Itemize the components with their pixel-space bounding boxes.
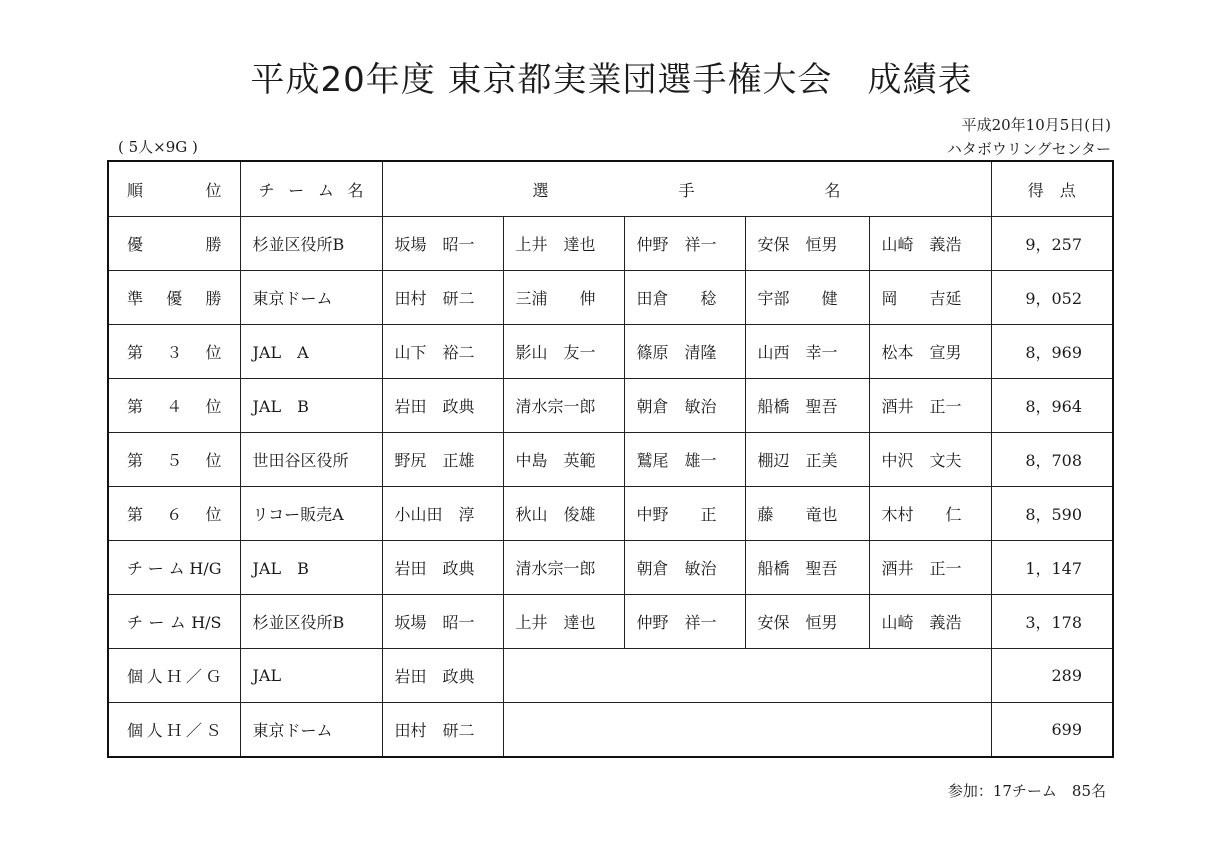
player-cell: 仲野 祥一 [624, 595, 745, 649]
player-cell: 岩田 政典 [382, 649, 503, 703]
score-cell: 289 [991, 649, 1113, 703]
player-cell: 松本 宣男 [869, 325, 991, 379]
table-row [108, 541, 1113, 595]
player-cell: 坂場 昭一 [382, 595, 503, 649]
score-cell: 9，052 [991, 271, 1113, 325]
player-cell: 鷲尾 雄一 [624, 433, 745, 487]
rank-cell: チームH/S [108, 595, 240, 649]
player-cell: 安保 恒男 [745, 217, 869, 271]
player-cell: 船橋 聖吾 [745, 379, 869, 433]
player-cell: 中島 英範 [503, 433, 624, 487]
team-cell: 杉並区役所B [240, 217, 382, 271]
event-date: 平成20年10月5日(日) [961, 116, 1111, 134]
score-cell: 3，178 [991, 595, 1113, 649]
player-cell: 安保 恒男 [745, 595, 869, 649]
page-title: 平成20年度 東京都実業団選手権大会 成績表 [250, 60, 973, 100]
team-cell: JAL A [240, 325, 382, 379]
player-cell: 田村 研二 [382, 271, 503, 325]
player-cell: 山崎 義浩 [869, 217, 991, 271]
player-cell: 清水宗一郎 [503, 541, 624, 595]
player-cell: 山崎 義浩 [869, 595, 991, 649]
team-cell: 杉並区役所B [240, 595, 382, 649]
player-cell: 影山 友一 [503, 325, 624, 379]
results-table [107, 160, 1114, 758]
player-cell: 三浦 伸 [503, 271, 624, 325]
player-cell: 船橋 聖吾 [745, 541, 869, 595]
player-cell: 岩田 政典 [382, 379, 503, 433]
empty-cell [503, 649, 991, 703]
table-row [108, 217, 1113, 271]
score-cell: 1，147 [991, 541, 1113, 595]
player-cell: 上井 達也 [503, 595, 624, 649]
player-cell: 田倉 稔 [624, 271, 745, 325]
player-cell: 酒井 正一 [869, 541, 991, 595]
header-score: 得 点 [991, 161, 1113, 217]
score-cell: 8，590 [991, 487, 1113, 541]
rank-cell: 準 優 勝 [108, 271, 240, 325]
player-cell: 上井 達也 [503, 217, 624, 271]
score-cell: 8，969 [991, 325, 1113, 379]
rank-cell: 第 ６ 位 [108, 487, 240, 541]
score-cell: 8，708 [991, 433, 1113, 487]
rank-cell: 第 ３ 位 [108, 325, 240, 379]
header-players: 選 手 名 [382, 161, 991, 217]
table-row [108, 379, 1113, 433]
table-row [108, 271, 1113, 325]
player-cell: 酒井 正一 [869, 379, 991, 433]
score-cell: 9，257 [991, 217, 1113, 271]
rank-cell: 個人Ｈ／Ｓ [108, 703, 240, 758]
player-cell: 秋山 俊雄 [503, 487, 624, 541]
header-rank: 順 位 [108, 161, 240, 217]
player-cell: 岡 吉延 [869, 271, 991, 325]
player-cell: 藤 竜也 [745, 487, 869, 541]
player-cell: 山下 裕二 [382, 325, 503, 379]
event-venue: ハタボウリングセンター [946, 140, 1111, 158]
team-cell: 東京ドーム [240, 271, 382, 325]
team-cell: JAL B [240, 379, 382, 433]
player-cell: 中野 正 [624, 487, 745, 541]
player-cell: 仲野 祥一 [624, 217, 745, 271]
table-row [108, 325, 1113, 379]
rank-cell: 優 勝 [108, 217, 240, 271]
score-cell: 8，964 [991, 379, 1113, 433]
rank-cell: 個人Ｈ／Ｇ [108, 649, 240, 703]
table-row [108, 703, 1113, 758]
team-cell: 東京ドーム [240, 703, 382, 758]
player-cell: 岩田 政典 [382, 541, 503, 595]
header-team: チーム名 [240, 161, 382, 217]
team-cell: リコー販売A [240, 487, 382, 541]
player-cell: 坂場 昭一 [382, 217, 503, 271]
table-header-row [108, 161, 1113, 217]
player-cell: 朝倉 敏治 [624, 379, 745, 433]
player-cell: 田村 研二 [382, 703, 503, 758]
table-row [108, 487, 1113, 541]
rank-cell: 第 ４ 位 [108, 379, 240, 433]
participation-note: 参加：17チーム 85名 [947, 782, 1106, 800]
player-cell: 宇部 健 [745, 271, 869, 325]
player-cell: 棚辺 正美 [745, 433, 869, 487]
table-row [108, 433, 1113, 487]
player-cell: 野尻 正雄 [382, 433, 503, 487]
player-cell: 中沢 文夫 [869, 433, 991, 487]
empty-cell [503, 703, 991, 758]
game-format: ( 5人×9G ) [118, 138, 198, 156]
player-cell: 朝倉 敏治 [624, 541, 745, 595]
player-cell: 山西 幸一 [745, 325, 869, 379]
rank-cell: 第 ５ 位 [108, 433, 240, 487]
player-cell: 清水宗一郎 [503, 379, 624, 433]
rank-cell: チームH/G [108, 541, 240, 595]
score-cell: 699 [991, 703, 1113, 758]
table-row [108, 595, 1113, 649]
table-row [108, 649, 1113, 703]
player-cell: 篠原 清隆 [624, 325, 745, 379]
player-cell: 小山田 淳 [382, 487, 503, 541]
team-cell: 世田谷区役所 [240, 433, 382, 487]
player-cell: 木村 仁 [869, 487, 991, 541]
team-cell: JAL B [240, 541, 382, 595]
team-cell: JAL [240, 649, 382, 703]
